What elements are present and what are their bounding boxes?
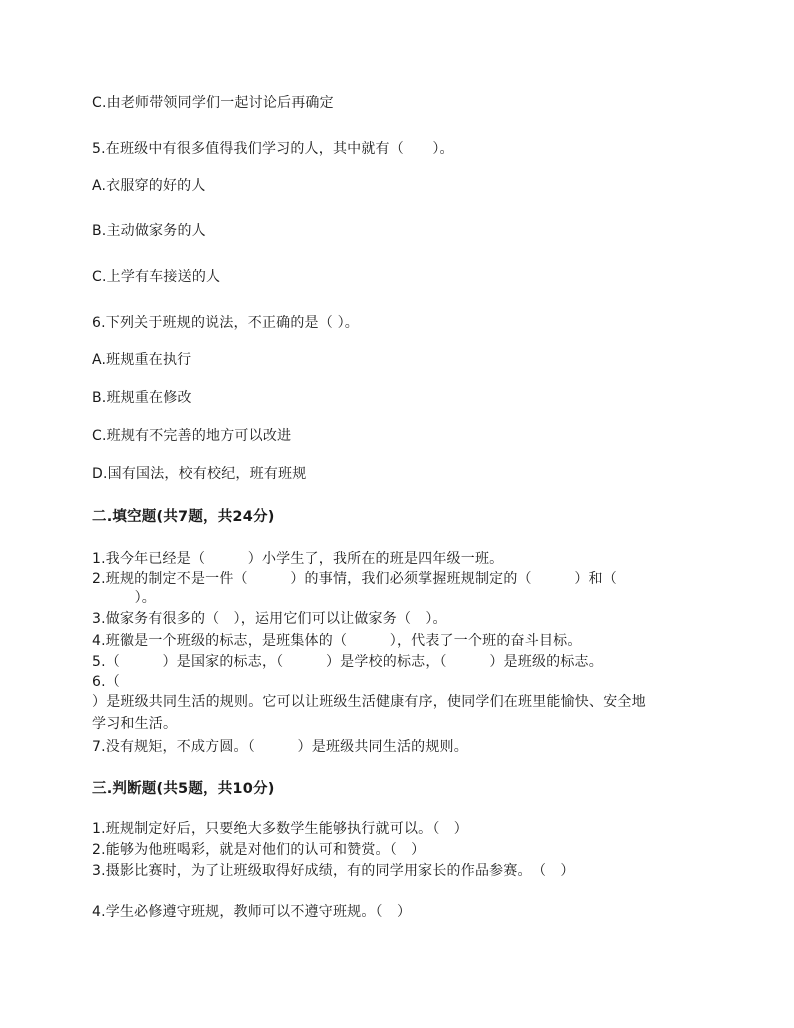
q6-option-b: B.班规重在修改: [92, 390, 192, 406]
q6-stem: 6.下列关于班规的说法，不正确的是（ ）。: [92, 315, 360, 331]
fill-blank-q5: 5.（ ）是国家的标志，（ ）是学校的标志，（ ）是班级的标志。: [92, 654, 603, 670]
q6-option-d: D.国有国法，校有校纪，班有班规: [92, 466, 307, 482]
fill-blank-heading: 二.填空题(共7题，共24分): [92, 509, 275, 525]
true-false-q1: 1.班规制定好后，只要绝大多数学生能够执行就可以。（ ）: [92, 821, 468, 837]
fill-blank-q4: 4.班徽是一个班级的标志，是班集体的（ ），代表了一个班的奋斗目标。: [92, 633, 582, 649]
q6-option-c: C.班规有不完善的地方可以改进: [92, 428, 292, 444]
q5-stem: 5.在班级中有很多值得我们学习的人，其中就有（ ）。: [92, 141, 454, 157]
fill-blank-q7: 7.没有规矩，不成方圆。（ ）是班级共同生活的规则。: [92, 739, 468, 755]
true-false-q2: 2.能够为他班喝彩，就是对他们的认可和赞赏。（ ）: [92, 842, 426, 858]
true-false-heading: 三.判断题(共5题，共10分): [92, 781, 275, 797]
true-false-q4: 4.学生必修遵守班规，教师可以不遵守班规。（ ）: [92, 904, 412, 920]
fill-blank-q6: 6.（: [92, 674, 120, 690]
q5-option-c: C.上学有车接送的人: [92, 269, 221, 285]
true-false-q3: 3.摄影比赛时，为了让班级取得好成绩，有的同学用家长的作品参赛。 （ ）: [92, 863, 575, 879]
q5-option-a: A.衣服穿的好的人: [92, 178, 206, 194]
fill-blank-q6-cont2: 学习和生活。: [92, 716, 178, 732]
q4-option-c: C.由老师带领同学们一起讨论后再确定: [92, 95, 334, 111]
fill-blank-q1: 1.我今年已经是（ ）小学生了，我所在的班是四年级一班。: [92, 551, 504, 567]
fill-blank-q2-cont: ）。: [92, 590, 156, 606]
fill-blank-q2: 2.班规的制定不是一件（ ）的事情，我们必须掌握班规制定的（ ）和（: [92, 571, 617, 587]
q6-option-a: A.班规重在执行: [92, 352, 192, 368]
fill-blank-q6-cont: ）是班级共同生活的规则。它可以让班级生活健康有序，使同学们在班里能愉快、安全地: [92, 694, 646, 710]
q5-option-b: B.主动做家务的人: [92, 223, 206, 239]
fill-blank-q3: 3.做家务有很多的（ ），运用它们可以让做家务（ ）。: [92, 611, 447, 627]
